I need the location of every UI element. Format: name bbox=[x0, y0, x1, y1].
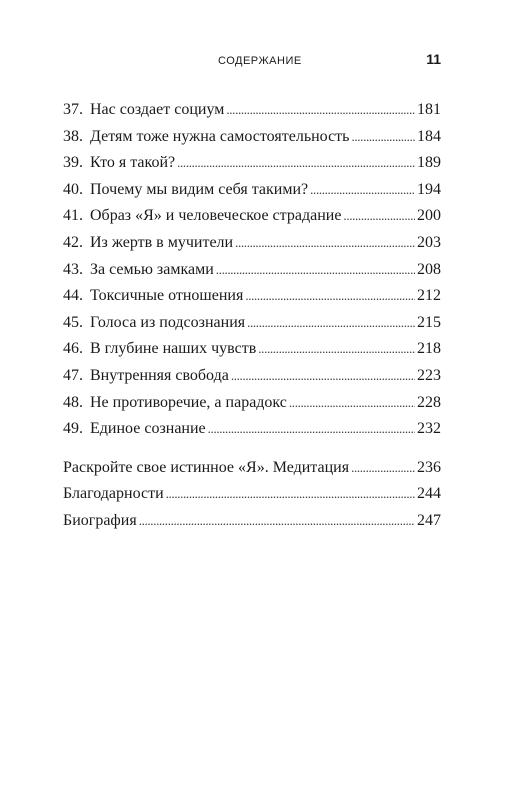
chapter-list bbox=[63, 97, 441, 443]
toc-entry-number: 48. bbox=[63, 393, 83, 411]
table-of-contents bbox=[63, 97, 441, 535]
toc-entry-title: Нас создает социум bbox=[90, 101, 225, 118]
toc-entry-page: 236 bbox=[417, 458, 441, 476]
toc-entry bbox=[63, 257, 441, 284]
toc-entry bbox=[63, 390, 441, 417]
toc-entry-number: 39. bbox=[63, 154, 83, 172]
toc-entry bbox=[63, 481, 441, 508]
dot-leader bbox=[247, 310, 415, 337]
toc-entry-page: 232 bbox=[417, 420, 441, 438]
dot-leader bbox=[343, 203, 415, 230]
back-matter-list bbox=[63, 455, 441, 535]
toc-entry-page: 203 bbox=[417, 233, 441, 251]
toc-entry bbox=[63, 283, 441, 310]
toc-entry-number: 37. bbox=[63, 101, 83, 118]
dot-leader bbox=[351, 455, 415, 482]
toc-entry-number: 41. bbox=[63, 207, 83, 225]
toc-entry-page: 244 bbox=[417, 485, 441, 503]
toc-entry-title: Благодарности bbox=[63, 485, 164, 503]
dot-leader bbox=[235, 230, 415, 257]
toc-entry-page: 189 bbox=[417, 154, 441, 172]
toc-entry bbox=[63, 124, 441, 151]
running-head: СОДЕРЖАНИЕ bbox=[218, 55, 302, 67]
toc-entry-title: В глубине наших чувств bbox=[90, 340, 257, 358]
dot-leader bbox=[226, 97, 415, 124]
toc-entry bbox=[63, 416, 441, 443]
dot-leader bbox=[166, 481, 415, 508]
toc-entry-title: Внутренняя свобода bbox=[90, 366, 229, 384]
toc-entry-title: Кто я такой? bbox=[90, 154, 176, 172]
toc-entry-number: 42. bbox=[63, 233, 83, 251]
toc-entry-title: Не противоречие, а парадокс bbox=[90, 393, 287, 411]
toc-entry-page: 218 bbox=[417, 340, 441, 358]
toc-entry bbox=[63, 177, 441, 204]
toc-entry bbox=[63, 150, 441, 177]
toc-entry-title: Биография bbox=[63, 511, 137, 529]
toc-entry-number: 43. bbox=[63, 260, 83, 278]
toc-entry bbox=[63, 203, 441, 230]
dot-leader bbox=[310, 177, 415, 204]
dot-leader bbox=[231, 363, 415, 390]
toc-entry-title: Почему мы видим себя такими? bbox=[90, 180, 309, 198]
toc-entry-number: 45. bbox=[63, 313, 83, 331]
toc-entry-title: Раскройте свое истинное «Я». Медитация bbox=[63, 458, 350, 476]
dot-leader bbox=[245, 283, 415, 310]
dot-leader bbox=[177, 150, 415, 177]
toc-entry-number: 40. bbox=[63, 180, 83, 198]
dot-leader bbox=[289, 390, 415, 417]
toc-entry-page: 223 bbox=[417, 366, 441, 384]
toc-entry-page: 208 bbox=[417, 260, 441, 278]
toc-entry-page: 228 bbox=[417, 393, 441, 411]
toc-entry-page: 181 bbox=[417, 101, 441, 118]
toc-entry bbox=[63, 455, 441, 482]
toc-entry-title: Токсичные отношения bbox=[90, 287, 244, 305]
toc-entry-page: 247 bbox=[417, 511, 441, 529]
toc-entry-page: 200 bbox=[417, 207, 441, 225]
page-number: 11 bbox=[426, 51, 441, 67]
toc-entry bbox=[63, 363, 441, 390]
toc-entry-number: 49. bbox=[63, 420, 83, 438]
toc-entry-number: 46. bbox=[63, 340, 83, 358]
toc-entry-title: Единое сознание bbox=[90, 420, 206, 438]
toc-entry-title: Детям тоже нужна самостоятельность bbox=[90, 127, 350, 145]
toc-entry-title: Из жертв в мучители bbox=[90, 233, 234, 251]
toc-entry bbox=[63, 230, 441, 257]
dot-leader bbox=[216, 257, 415, 284]
toc-entry-number: 44. bbox=[63, 287, 83, 305]
toc-entry bbox=[63, 508, 441, 535]
toc-entry-number: 38. bbox=[63, 127, 83, 145]
toc-entry-number: 47. bbox=[63, 366, 83, 384]
dot-leader bbox=[351, 124, 415, 151]
dot-leader bbox=[208, 416, 415, 443]
toc-entry-page: 184 bbox=[417, 127, 441, 145]
toc-entry bbox=[63, 336, 441, 363]
dot-leader bbox=[258, 336, 415, 363]
toc-entry-title: За семью замками bbox=[90, 260, 214, 278]
toc-entry-title: Голоса из подсознания bbox=[90, 313, 246, 331]
toc-entry-page: 215 bbox=[417, 313, 441, 331]
toc-entry-title: Образ «Я» и человеческое страдание bbox=[90, 207, 342, 225]
toc-entry-page: 212 bbox=[417, 287, 441, 305]
dot-leader bbox=[139, 508, 415, 535]
toc-entry bbox=[63, 310, 441, 337]
toc-entry-page: 194 bbox=[417, 180, 441, 198]
toc-entry bbox=[63, 97, 441, 124]
